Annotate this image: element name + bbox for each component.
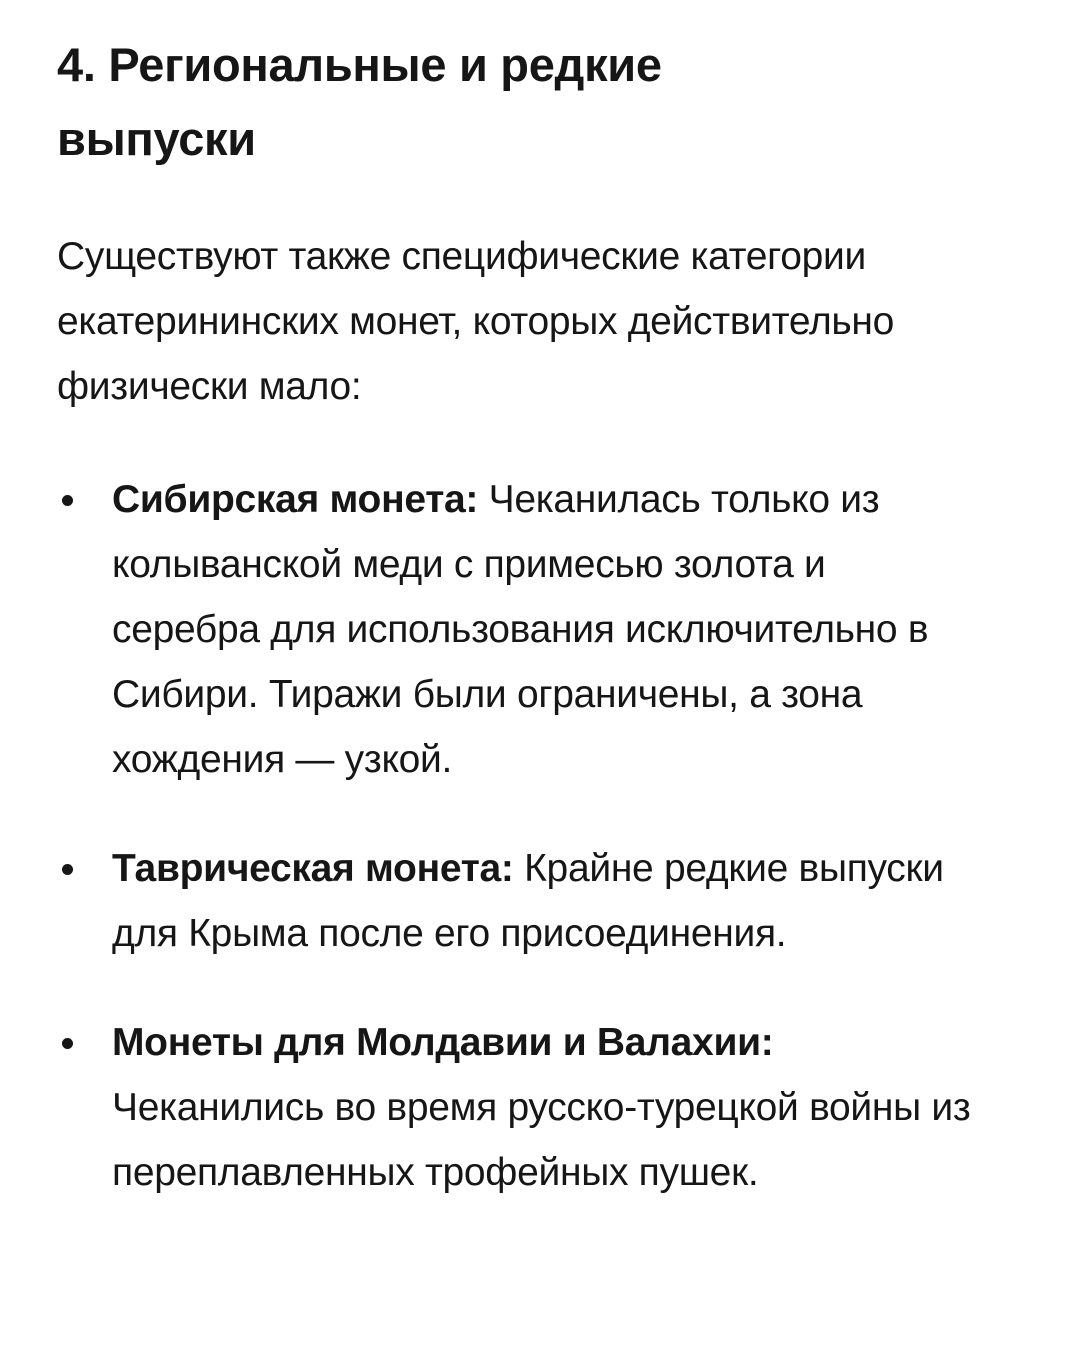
section-heading: 4. Региональные и редкие выпуски	[57, 38, 662, 165]
bullet-icon	[62, 1038, 73, 1049]
bullet-term: Монеты для Молдавии и Валахии:	[112, 1021, 774, 1064]
bullet-icon	[62, 864, 73, 875]
bullet-list	[57, 467, 1042, 1205]
bullet-icon	[62, 495, 73, 506]
bullet-text: Чеканились во время русско-турецкой войны из переплавленных трофейных пушек.	[112, 1086, 971, 1194]
article	[57, 28, 1042, 1249]
bullet-text: Чеканилась только из колыванской меди с примесью золота и серебра для использования исключительно в Сибири. Тиражи были ограничены, а зона хождения — узкой.	[112, 478, 929, 781]
list-item	[57, 467, 982, 792]
intro-paragraph: Существуют также специфические категории екатерининских монет, которых действительно физически мало:	[57, 235, 895, 408]
list-item	[57, 1010, 982, 1205]
list-item	[57, 836, 982, 966]
bullet-text: Крайне редкие выпуски для Крыма после его присоединения.	[112, 847, 944, 955]
bullet-term: Таврическая монета:	[112, 847, 525, 890]
bullet-term: Сибирская монета:	[112, 478, 489, 521]
